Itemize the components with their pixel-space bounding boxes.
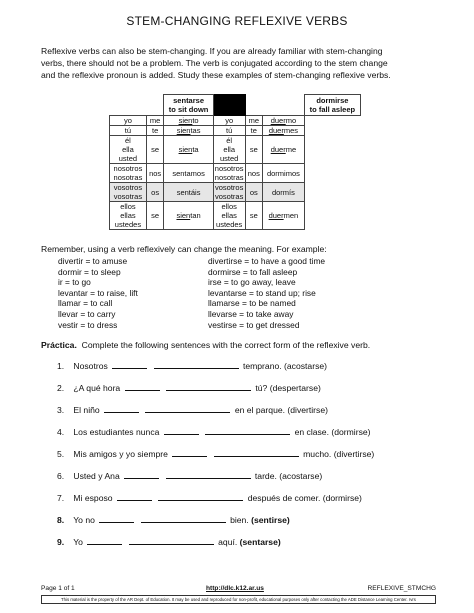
verb-form-dormirse: dormís [263,183,305,202]
exercise-verb-hint: (sentarse) [239,537,281,547]
verb-base: divertir = to amuse [58,256,128,266]
answer-blank[interactable] [158,492,243,501]
exercise-prefix: El niño [73,405,100,415]
verb-form-sentarse: sentamos [164,164,213,183]
answer-blank[interactable] [104,404,139,413]
verb-reflexive: vestirse = to get dressed [208,319,300,330]
verb-form-dormirse: duermes [263,126,305,136]
exercise-verb-hint: (sentirse) [251,515,290,525]
subject-pronoun: vosotros vosotras [110,183,147,202]
exercise-6 [57,470,437,481]
reflexive-pronoun: me [245,116,263,126]
subject-pronoun: tú [213,126,245,136]
answer-blank[interactable] [154,360,239,369]
verb-base: dormir = to sleep [58,266,121,277]
exercise-prefix: Usted y Ana [73,471,120,481]
exercise-prefix: Yo [73,537,83,547]
answer-blank[interactable] [87,536,122,545]
verb-form-sentarse: sienta [164,136,213,164]
subject-pronoun: nosotros nosotras [214,164,244,182]
subject-pronoun: vosotros vosotras [214,183,244,201]
answer-blank[interactable] [205,426,290,435]
reflexive-pronoun: te [146,126,164,136]
verb-pair [58,298,388,309]
verb-pair [58,309,388,320]
verb-base: vestir = to dress [58,319,118,330]
verb-form-sentarse: sientas [164,126,213,136]
verb-form-dormirse: duermo [263,116,305,126]
verb-base: levantar = to raise, lift [58,287,138,298]
exercise-suffix: aquí. [218,537,238,547]
verb-pair [58,320,388,331]
exercise-7 [57,492,437,503]
exercise-suffix: tarde. (acostarse) [254,471,323,481]
exercise-4 [57,426,437,437]
reflexive-pronoun: nos [245,164,263,183]
answer-blank[interactable] [141,514,226,523]
exercise-2 [57,382,437,393]
subject-pronoun: nosotros nosotras [110,164,147,183]
copyright-notice: This material is the property of the AR Dept. of Education. It may be used and reproduced for non-profit, educational purposes only after contacting the ADE Distance Learning Center. rvrs [41,595,436,604]
answer-blank[interactable] [99,514,134,523]
header-dormirse: dormirse to fall asleep [304,95,360,116]
reflexive-pronoun: se [245,136,263,164]
exercise-3 [57,404,437,415]
subject-pronoun: tú [110,126,147,136]
intro-line: and the reflexive pronoun is added. Study these examples of stem-changing reflexive verbs. [41,70,391,80]
answer-blank[interactable] [124,470,159,479]
reflexive-pronoun: se [146,136,164,164]
subject-pronoun: él ella usted [213,136,245,164]
verb-reflexive: llamarse = to be named [208,298,296,309]
exercise-number: 7. [57,493,65,503]
conjugation-row [110,126,361,136]
conjugation-row [110,164,361,183]
exercise-8 [57,514,437,525]
subject-pronoun: yo [110,116,147,126]
verb-pair [58,267,388,278]
verb-form-dormirse: dormimos [263,164,305,183]
verb-pair [58,277,388,288]
reflexive-pronoun: nos [146,164,164,183]
reflexive-pronoun: os [146,183,164,202]
intro-line: Reflexive verbs can also be stem-changing. If you are already familiar with stem-changing [41,46,383,56]
exercise-suffix: después de comer. (dormirse) [247,493,362,503]
reflexive-pronoun: se [245,202,263,230]
verb-form-sentarse: sientan [164,202,213,230]
exercise-number: 3. [57,405,65,415]
subject-pronoun: ellos ellas ustedes [110,202,147,230]
answer-blank[interactable] [125,382,160,391]
practica-heading [41,340,370,350]
answer-blank[interactable] [172,448,207,457]
exercise-prefix: Mis amigos y yo siempre [73,449,168,459]
reflexive-pronoun: se [146,202,164,230]
empty-cell [245,95,263,116]
answer-blank[interactable] [145,404,230,413]
exercise-suffix: en clase. (dormirse) [294,427,371,437]
page-title: STEM-CHANGING REFLEXIVE VERBS [126,14,348,28]
exercise-suffix: bien. [230,515,249,525]
practica-label: Práctica. [41,340,77,350]
exercise-suffix: temprano. (acostarse) [242,361,328,371]
exercise-number: 8. [57,515,65,525]
subject-pronoun: ellos ellas ustedes [213,202,245,230]
verb-reflexive: divertirse = to have a good time [208,256,326,266]
conjugation-row [110,136,361,164]
footer-link[interactable]: http://dlc.k12.ar.us [206,585,264,592]
reflexive-pronoun: te [245,126,263,136]
exercise-number: 6. [57,471,65,481]
exercise-suffix: en el parque. (divertirse) [234,405,328,415]
empty-cell [146,95,164,116]
exercise-suffix: tú? (despertarse) [255,383,321,393]
divider-bar [213,95,245,116]
conjugation-table [109,94,361,230]
exercise-number: 1. [57,361,65,371]
verb-reflexive: llevarse = to take away [208,308,294,319]
page-number: Page 1 of 1 [41,585,75,592]
document-code: REFLEXIVE_STMCHG [367,585,436,592]
verb-form-sentarse: siento [164,116,213,126]
exercise-number: 9. [57,537,65,547]
answer-blank[interactable] [164,426,199,435]
reflexive-pronoun: os [245,183,263,202]
exercise-number: 4. [57,427,65,437]
verb-base: llevar = to carry [58,308,116,319]
subject-pronoun: yo [213,116,245,126]
verb-pair [58,288,388,299]
header-sentarse: sentarse to sit down [164,95,213,116]
verb-base: ir = to go [58,277,91,288]
answer-blank[interactable] [112,360,147,369]
answer-blank[interactable] [117,492,152,501]
conjugation-row [110,202,361,230]
intro-paragraph [41,45,436,81]
verb-form-dormirse: duermen [263,202,305,230]
exercise-1 [57,360,437,371]
exercise-number: 5. [57,449,65,459]
empty-cell [263,95,305,116]
practica-instructions: Complete the following sentences with the correct form of the reflexive verb. [81,340,371,350]
exercise-number: 2. [57,383,65,393]
verb-pair [58,256,388,267]
conjugation-row [110,116,361,126]
intro-line: verbs, there should not be a problem. The verb is conjugated according to the stem change [41,58,388,68]
verb-base: llamar = to call [58,298,113,309]
answer-blank[interactable] [214,448,299,457]
exercise-9 [57,536,437,547]
verb-reflexive: levantarse = to stand up; rise [208,287,316,298]
exercise-prefix: Nosotros [73,361,108,371]
exercise-prefix: Yo no [73,515,95,525]
exercise-suffix: mucho. (divertirse) [303,449,375,459]
verb-reflexive: dormirse = to fall asleep [208,266,298,277]
remember-text: Remember, using a verb reflexively can change the meaning. For example: [41,244,327,254]
verb-pairs [58,256,388,330]
exercise-prefix: Mi esposo [73,493,113,503]
exercise-prefix: ¿A qué hora [73,383,121,393]
reflexive-pronoun: me [146,116,164,126]
answer-blank[interactable] [166,382,251,391]
exercise-5 [57,448,437,459]
exercise-prefix: Los estudiantes nunca [73,427,160,437]
empty-cell [110,95,147,116]
answer-blank[interactable] [166,470,251,479]
conjugation-row [110,183,361,202]
verb-form-dormirse: duerme [263,136,305,164]
verb-form-sentarse: sentáis [164,183,213,202]
answer-blank[interactable] [129,536,214,545]
subject-pronoun: él ella usted [110,136,147,164]
verb-reflexive: irse = to go away, leave [208,277,296,288]
